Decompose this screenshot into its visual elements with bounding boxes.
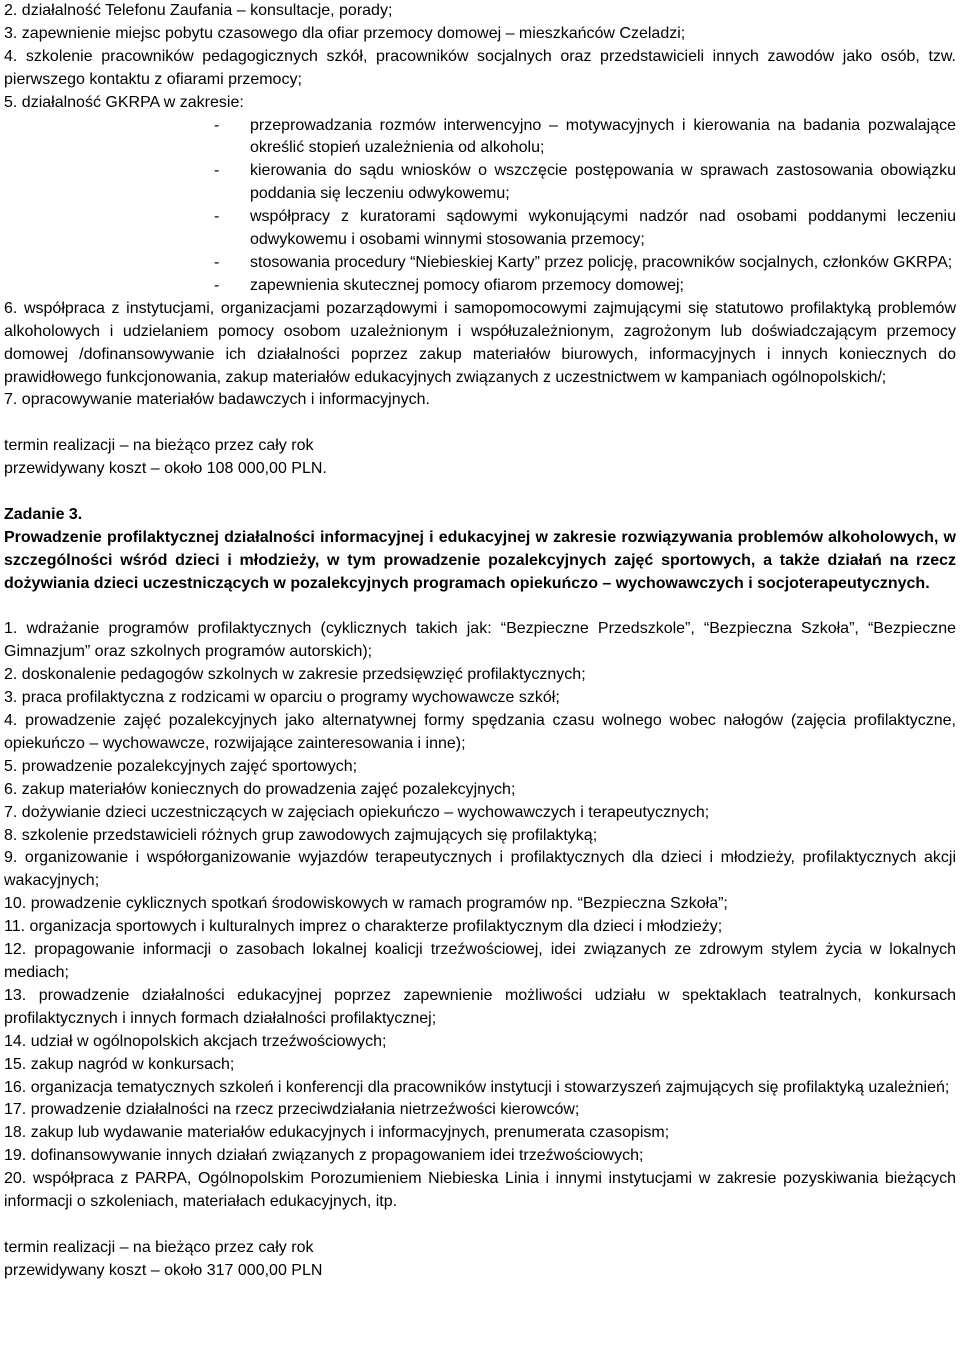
- list-item: 6. zakup materiałów koniecznych do prowadzenia zajęć pozalekcyjnych;: [4, 780, 516, 798]
- cost-line: przewidywany koszt – około 108 000,00 PLN.: [4, 460, 327, 478]
- list-item: 11. organizacja sportowych i kulturalnych imprez o charakterze profilaktycznym dla dzieci i młodzieży;: [4, 918, 723, 936]
- list-item: 7. opracowywanie materiałów badawczych i informacyjnych.: [4, 391, 430, 409]
- gkrpa-item-text: stosowania procedury “Niebieskiej Karty” przez policję, pracowników socjalnych, członków GKRPA;: [250, 253, 953, 271]
- list-item: 3. zapewnienie miejsc pobytu czasowego dla ofiar przemocy domowej – mieszkańców Czeladzi;: [4, 24, 686, 42]
- list-item: 5. działalność GKRPA w zakresie:: [4, 93, 244, 111]
- cost-line: przewidywany koszt – około 317 000,00 PLN: [4, 1261, 323, 1279]
- term-line: termin realizacji – na bieżąco przez cały rok: [4, 437, 314, 455]
- gkrpa-item-text: przeprowadzania rozmów interwencyjno – motywacyjnych i kierowania na badania pozwalające określić stopień uzależnienia od alkoholu;: [250, 116, 956, 157]
- gkrpa-item: [4, 206, 956, 252]
- list-item: 4. prowadzenie zajęć pozalekcyjnych jako alternatywnej formy spędzania czasu wolnego wobec nałogów (zajęcia profilaktyczne, opiekuńczo – wychowawcze, rozwijające zainteresowania i inne);: [4, 712, 956, 752]
- list-item: 4. szkolenie pracowników pedagogicznych szkół, pracowników socjalnych oraz przedstawicieli innych zawodów jako osób, tzw. pierwszego kontaktu z ofiarami przemocy;: [4, 47, 956, 88]
- list-item: 13. prowadzenie działalności edukacyjnej poprzez zapewnienie możliwości udziału w spektaklach teatralnych, konkursach profilaktycznych i innych formach działalności profilaktycznej;: [4, 986, 956, 1027]
- list-item: 19. dofinansowywanie innych działań związanych z propagowaniem idei trzeźwościowych;: [4, 1147, 644, 1165]
- spacer: [4, 481, 956, 504]
- spacer: [4, 412, 956, 435]
- task-title: Prowadzenie profilaktycznej działalności informacyjnej i edukacyjnej w zakresie rozwiązywania problemów alkoholowych, w szczególności wśród dzieci i młodzieży, w tym prowadzenie pozalekcyjnych zajęć sportowych, a także działań na rzecz dożywiania dzieci uczestniczących w pozalekcyjnych programach opiekuńczo – wychowawczych i socjoterapeutycznych.: [4, 528, 956, 592]
- list-item: 14. udział w ogólnopolskich akcjach trzeźwościowych;: [4, 1032, 387, 1050]
- task-list: [4, 618, 956, 1214]
- gkrpa-item: [4, 115, 956, 161]
- spacer: [4, 596, 956, 619]
- list-item: 20. współpraca z PARPA, Ogólnopolskim Porozumieniem Niebieska Linia i innymi instytucjami w zakresie pozyskiwania bieżących informacji o szkoleniach, materiałach edukacyjnych, itp.: [4, 1170, 956, 1211]
- list-item: 8. szkolenie przedstawicieli różnych grup zawodowych zajmujących się profilaktyką;: [4, 826, 598, 844]
- dash-mark: -: [214, 276, 220, 294]
- dash-mark: -: [214, 116, 220, 134]
- list-item: 7. dożywianie dzieci uczestniczących w zajęciach opiekuńczo – wychowawczych i terapeutycznych;: [4, 803, 710, 821]
- task-label: Zadanie 3.: [4, 505, 83, 523]
- list-item: 17. prowadzenie działalności na rzecz przeciwdziałania nietrzeźwości kierowców;: [4, 1101, 580, 1119]
- list-item: 1. wdrażanie programów profilaktycznych (cyklicznych takich jak: “Bezpieczne Przedszkole”, “Bezpieczna Szkoła”, “Bezpieczne Gimnazjum” oraz szkolnych programów autorskich);: [4, 620, 956, 661]
- gkrpa-item: [4, 252, 956, 275]
- list-item: 2. doskonalenie pedagogów szkolnych w zakresie przedsięwzięć profilaktycznych;: [4, 666, 586, 684]
- gkrpa-item: [4, 160, 956, 206]
- list-item: 18. zakup lub wydawanie materiałów edukacyjnych i informacyjnych, prenumerata czasopism;: [4, 1124, 670, 1142]
- gkrpa-item-text: współpracy z kuratorami sądowymi wykonującymi nadzór nad osobami poddanymi leczeniu odwykowemu i osobami winnymi stosowania przemocy;: [250, 208, 956, 249]
- dash-mark: -: [214, 253, 220, 271]
- list-item: 6. współpraca z instytucjami, organizacjami pozarządowymi i samopomocowymi zajmującymi się statutowo profilaktyką problemów alkoholowych i udzielaniem pomocy osobom uzależnionym i współuzależnionym, zagrożonym lub doświadczającym przemocy domowej /dofinansowywanie ich działalności poprzez zakup materiałów biurowych, informacyjnych i innych koniecznych do prawidłowego funkcjonowania, zakup materiałów edukacyjnych związanych z uczestnictwem w kampaniach ogólnopolskich/;: [4, 299, 956, 386]
- list-item: 3. praca profilaktyczna z rodzicami w oparciu o programy wychowawcze szkół;: [4, 689, 560, 707]
- gkrpa-item-text: kierowania do sądu wniosków o wszczęcie postępowania w sprawach zastosowania obowiązku poddania się leczeniu odwykowemu;: [250, 162, 956, 203]
- dash-mark: -: [214, 162, 220, 180]
- list-item: 16. organizacja tematycznych szkoleń i konferencji dla pracowników instytucji i stowarzyszeń zajmujących się profilaktyką uzależnień;: [4, 1078, 950, 1096]
- list-item: 12. propagowanie informacji o zasobach lokalnej koalicji trzeźwościowej, idei związanych ze zdrowym stylem życia w lokalnych mediach;: [4, 941, 956, 982]
- list-item: 15. zakup nagród w konkursach;: [4, 1055, 235, 1073]
- list-item: 5. prowadzenie pozalekcyjnych zajęć sportowych;: [4, 757, 358, 775]
- list-item: 2. działalność Telefonu Zaufania – konsultacje, porady;: [4, 2, 393, 19]
- term-line: termin realizacji – na bieżąco przez cały rok: [4, 1238, 314, 1256]
- dash-mark: -: [214, 208, 220, 226]
- gkrpa-item: [4, 275, 956, 298]
- spacer: [4, 1214, 956, 1237]
- list-item: 9. organizowanie i współorganizowanie wyjazdów terapeutycznych i profilaktycznych dla dzieci i młodzieży, profilaktycznych akcji wakacyjnych;: [4, 849, 956, 890]
- gkrpa-item-text: zapewnienia skutecznej pomocy ofiarom przemocy domowej;: [250, 276, 684, 294]
- list-item: 10. prowadzenie cyklicznych spotkań środowiskowych w ramach programów np. “Bezpieczna Szkoła”;: [4, 895, 728, 913]
